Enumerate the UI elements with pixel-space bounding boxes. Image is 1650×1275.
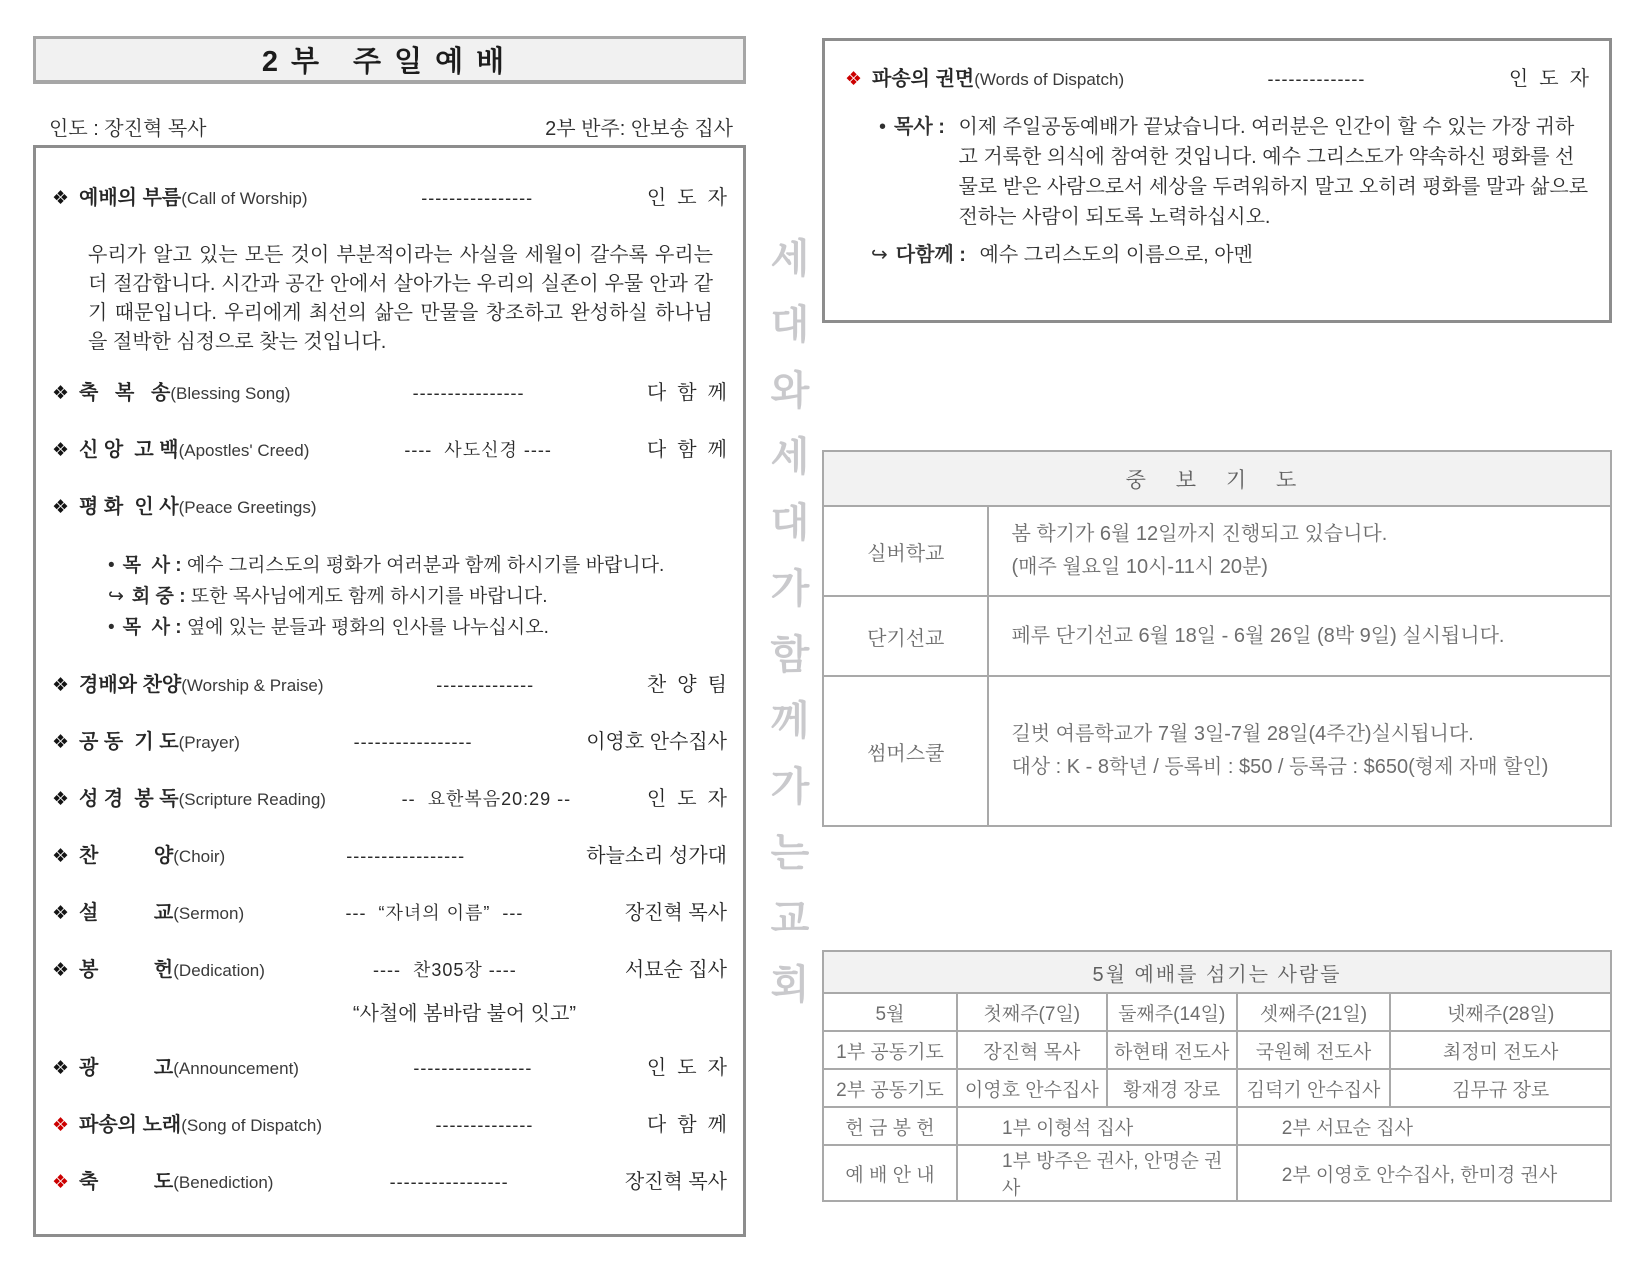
item-person: 다 함 께 bbox=[646, 382, 727, 404]
item-person: 다 함 께 bbox=[646, 439, 727, 461]
table-header-row bbox=[823, 451, 1611, 506]
table-row bbox=[823, 506, 1611, 596]
item-middle: -------------- bbox=[435, 1115, 534, 1135]
order-item-benediction bbox=[52, 1168, 727, 1197]
dialogue-speaker: 목 사 : bbox=[122, 617, 187, 638]
service-leader: 인도 : 장진혁 목사 bbox=[49, 118, 207, 140]
servers-cell: 김덕기 안수집사 bbox=[1237, 1069, 1391, 1107]
diamond-icon: ❖ bbox=[52, 1172, 70, 1193]
diamond-icon: ❖ bbox=[52, 732, 70, 753]
servers-cell: 하현태 전도사 bbox=[1107, 1031, 1237, 1069]
item-person: 하늘소리 성가대 bbox=[586, 845, 727, 867]
dialogue-line bbox=[108, 550, 727, 581]
item-subtitle: (Call of Worship) bbox=[181, 189, 308, 208]
servers-cell: 1부 이형석 집사 bbox=[957, 1107, 1237, 1145]
dialogue-text: 예수 그리스도의 평화가 여러분과 함께 하시기를 바랍니다. bbox=[186, 555, 665, 576]
diamond-icon: ❖ bbox=[52, 1115, 70, 1136]
item-title: 예배의 부름 bbox=[79, 187, 182, 209]
order-item-prayer bbox=[52, 728, 727, 757]
prayer-detail bbox=[988, 596, 1611, 676]
vertical-watermark-church-motto: 세대와세대가함께가는교회 bbox=[770, 237, 810, 1007]
item-title: 축 복 송 bbox=[79, 382, 171, 404]
servers-cell: 1부 공동기도 bbox=[823, 1031, 957, 1069]
words-of-dispatch-box bbox=[822, 38, 1612, 323]
prayer-detail-line: 대상 : K - 8학년 / 등록비 : $50 / 등록금 : $650(형제 자매 할인) bbox=[1011, 756, 1549, 778]
speech-text: 이제 주일공동예배가 끝났습니다. 여러분은 인간이 할 수 있는 가장 귀하고 거룩한 의식에 참여한 것입니다. 예수 그리스도가 약속하신 평화를 선물로 받은 사람으로서 세상을 두려워하지 말고 오히려 평화를 말과 삶으로 전하는 사람이 되도록 노력하십시오. bbox=[958, 116, 1589, 228]
diamond-icon: ❖ bbox=[52, 846, 70, 867]
dialogue-text: 옆에 있는 분들과 평화의 인사를 나누십시오. bbox=[186, 617, 549, 638]
item-person: 인 도 자 bbox=[646, 187, 727, 209]
prayer-table-title: 중 보 기 도 bbox=[823, 451, 1611, 506]
item-middle: ----------------- bbox=[353, 732, 473, 752]
item-title: 광 고 bbox=[79, 1057, 174, 1079]
table-row bbox=[823, 1145, 1611, 1201]
diamond-icon: ❖ bbox=[52, 1058, 70, 1079]
diamond-icon: ❖ bbox=[52, 440, 70, 461]
item-subtitle: (Benediction) bbox=[173, 1173, 274, 1192]
item-middle: -------------- bbox=[436, 675, 535, 695]
table-header-row bbox=[823, 951, 1611, 993]
item-subtitle: (Choir) bbox=[173, 847, 226, 866]
prayer-detail-line: 봄 학기가 6월 12일까지 진행되고 있습니다. bbox=[1011, 523, 1388, 545]
servers-table-title: 5월 예배를 섬기는 사람들 bbox=[823, 951, 1611, 993]
item-title: 찬 양 bbox=[79, 845, 174, 867]
dedication-hymn-line: “사철에 봄바람 불어 잇고” bbox=[352, 1003, 577, 1025]
prayer-detail-line: 길벗 여름학교가 7월 3일-7월 28일(4주간)실시됩니다. bbox=[1011, 723, 1474, 745]
item-person: 장진혁 목사 bbox=[624, 1171, 727, 1193]
bullet-icon: • bbox=[108, 555, 115, 576]
dialogue-text: 또한 목사님에게도 함께 하시기를 바랍니다. bbox=[190, 586, 548, 607]
table-row bbox=[823, 1069, 1611, 1107]
peace-greetings-dialogue bbox=[52, 550, 727, 643]
order-item-peace-greetings bbox=[52, 493, 727, 522]
item-subtitle: (Prayer) bbox=[178, 733, 240, 752]
table-row bbox=[823, 676, 1611, 826]
order-item-dedication bbox=[52, 956, 727, 985]
item-middle: ---------------- bbox=[412, 383, 525, 403]
item-subtitle: (Scripture Reading) bbox=[178, 790, 326, 809]
servers-cell: 최정미 전도사 bbox=[1390, 1031, 1611, 1069]
prayer-topic: 단기선교 bbox=[823, 596, 988, 676]
servers-cell: 5월 bbox=[823, 993, 957, 1031]
prayer-detail-line: 페루 단기선교 6월 18일 - 6월 26일 (8박 9일) 실시됩니다. bbox=[1011, 624, 1505, 647]
order-item-blessing-song bbox=[52, 379, 727, 408]
order-item-sermon bbox=[52, 899, 727, 928]
item-middle: -- 요한복음20:29 -- bbox=[401, 789, 572, 809]
servers-cell: 2부 공동기도 bbox=[823, 1069, 957, 1107]
order-of-worship-box bbox=[33, 145, 746, 1237]
servers-cell: 이영호 안수집사 bbox=[957, 1069, 1107, 1107]
order-item-scripture-reading bbox=[52, 785, 727, 814]
item-person: 인 도 자 bbox=[646, 788, 727, 810]
item-person: 인 도 자 bbox=[1508, 68, 1589, 90]
item-title: 경배와 찬양 bbox=[79, 674, 182, 696]
service-accompanist: 2부 반주: 안보송 집사 bbox=[545, 118, 733, 140]
item-title: 봉 헌 bbox=[79, 959, 174, 981]
speech-text: 예수 그리스도의 이름으로, 아멘 bbox=[979, 244, 1253, 266]
table-row bbox=[823, 1107, 1611, 1145]
dialogue-line bbox=[108, 612, 727, 643]
diamond-icon: ❖ bbox=[52, 675, 70, 696]
item-subtitle: (Apostles' Creed) bbox=[178, 441, 310, 460]
diamond-icon: ❖ bbox=[52, 789, 70, 810]
leader-row bbox=[49, 112, 733, 141]
call-of-worship-text: 우리가 알고 있는 모든 것이 부분적이라는 사실을 세월이 갈수록 우리는 더 절감합니다. 시간과 공간 안에서 살아가는 우리의 실존이 우물 안과 같기 때문입니다. 우리에게 최선의 삶은 만물을 창조하고 완성하실 하나님을 절박한 심정으로 찾는 것입니다. bbox=[88, 244, 713, 353]
page-title: 2부 주일예배 bbox=[33, 36, 746, 84]
order-item-announcement bbox=[52, 1054, 727, 1083]
servers-cell: 장진혁 목사 bbox=[957, 1031, 1107, 1069]
worship-order-column bbox=[33, 0, 746, 1275]
arrow-icon: ↪ bbox=[871, 244, 888, 266]
servers-cell: 넷째주(28일) bbox=[1390, 993, 1611, 1031]
dialogue-line bbox=[108, 581, 727, 612]
item-subtitle: (Dedication) bbox=[173, 961, 265, 980]
diamond-icon: ❖ bbox=[52, 188, 70, 209]
item-middle: -------------- bbox=[1267, 69, 1366, 89]
diamond-icon: ❖ bbox=[52, 497, 70, 518]
may-servers-table bbox=[822, 950, 1612, 1202]
item-title: 성 경 봉 독 bbox=[79, 788, 179, 810]
prayer-topic: 실버학교 bbox=[823, 506, 988, 596]
item-subtitle: (Blessing Song) bbox=[170, 384, 291, 403]
table-row bbox=[823, 993, 1611, 1031]
item-title: 신 앙 고 백 bbox=[79, 439, 179, 461]
speech-speaker: 목사 : bbox=[894, 116, 951, 138]
item-subtitle: (Peace Greetings) bbox=[178, 498, 317, 517]
prayer-topic: 썸머스쿨 bbox=[823, 676, 988, 826]
item-person: 서묘순 집사 bbox=[624, 959, 727, 981]
item-title: 공 동 기 도 bbox=[79, 731, 179, 753]
diamond-icon: ❖ bbox=[52, 383, 70, 404]
item-middle: ---- 사도신경 ---- bbox=[404, 440, 552, 460]
item-person: 이영호 안수집사 bbox=[586, 731, 727, 753]
order-item-song-of-dispatch bbox=[52, 1111, 727, 1140]
item-middle: ----------------- bbox=[413, 1058, 533, 1078]
item-middle: --- “자녀의 이름” --- bbox=[345, 903, 524, 923]
item-person: 장진혁 목사 bbox=[624, 902, 727, 924]
item-subtitle: (Announcement) bbox=[173, 1059, 299, 1078]
servers-cell: 셋째주(21일) bbox=[1237, 993, 1391, 1031]
bullet-icon: • bbox=[879, 116, 887, 138]
item-middle: ----------------- bbox=[346, 846, 466, 866]
order-item-choir bbox=[52, 842, 727, 871]
item-person: 다 함 께 bbox=[646, 1114, 727, 1136]
item-title: 축 도 bbox=[79, 1171, 174, 1193]
servers-cell: 1부 방주은 권사, 안명순 권사 bbox=[957, 1145, 1237, 1201]
prayer-detail bbox=[988, 506, 1611, 596]
order-item-worship-praise bbox=[52, 671, 727, 700]
item-title: 파송의 노래 bbox=[79, 1114, 182, 1136]
servers-cell: 헌 금 봉 헌 bbox=[823, 1107, 957, 1145]
servers-cell: 황재경 장로 bbox=[1107, 1069, 1237, 1107]
servers-cell: 국원혜 전도사 bbox=[1237, 1031, 1391, 1069]
item-subtitle: (Sermon) bbox=[173, 904, 245, 923]
item-subtitle: (Song of Dispatch) bbox=[181, 1116, 323, 1135]
dialogue-speaker: 목 사 : bbox=[122, 555, 187, 576]
item-middle: ---------------- bbox=[421, 188, 534, 208]
item-person: 찬 양 팀 bbox=[646, 674, 727, 696]
item-person: 인 도 자 bbox=[646, 1057, 727, 1079]
order-item-apostles-creed bbox=[52, 436, 727, 465]
item-title: 설 교 bbox=[79, 902, 174, 924]
arrow-icon: ↪ bbox=[108, 586, 124, 607]
order-item-call-of-worship bbox=[52, 184, 727, 213]
servers-cell: 김무규 장로 bbox=[1390, 1069, 1611, 1107]
table-row bbox=[823, 596, 1611, 676]
servers-cell: 2부 서묘순 집사 bbox=[1237, 1107, 1611, 1145]
item-middle: ----------------- bbox=[389, 1172, 509, 1192]
prayer-detail bbox=[988, 676, 1611, 826]
dispatch-pastor-speech bbox=[845, 110, 1589, 232]
announcements-column bbox=[822, 0, 1612, 1275]
table-row bbox=[823, 1031, 1611, 1069]
item-subtitle: (Words of Dispatch) bbox=[974, 70, 1125, 89]
prayer-detail-line: (매주 월요일 10시-11시 20분) bbox=[1011, 556, 1268, 578]
dispatch-all-together bbox=[845, 238, 1589, 270]
dialogue-speaker: 회 중 : bbox=[131, 586, 191, 607]
bullet-icon: • bbox=[108, 617, 115, 638]
order-item-words-of-dispatch bbox=[845, 65, 1589, 94]
diamond-icon: ❖ bbox=[845, 69, 863, 90]
speech-speaker: 다함께 : bbox=[895, 244, 972, 266]
item-subtitle: (Worship & Praise) bbox=[181, 676, 324, 695]
servers-cell: 예 배 안 내 bbox=[823, 1145, 957, 1201]
servers-cell: 둘째주(14일) bbox=[1107, 993, 1237, 1031]
servers-cell: 2부 이영호 안수집사, 한미경 권사 bbox=[1237, 1145, 1611, 1201]
diamond-icon: ❖ bbox=[52, 903, 70, 924]
servers-cell: 첫째주(7일) bbox=[957, 993, 1107, 1031]
diamond-icon: ❖ bbox=[52, 960, 70, 981]
intercessory-prayer-table bbox=[822, 450, 1612, 827]
item-title: 파송의 권면 bbox=[872, 68, 975, 90]
item-middle: ---- 찬305장 ---- bbox=[372, 960, 517, 980]
item-title: 평 화 인 사 bbox=[79, 496, 179, 518]
